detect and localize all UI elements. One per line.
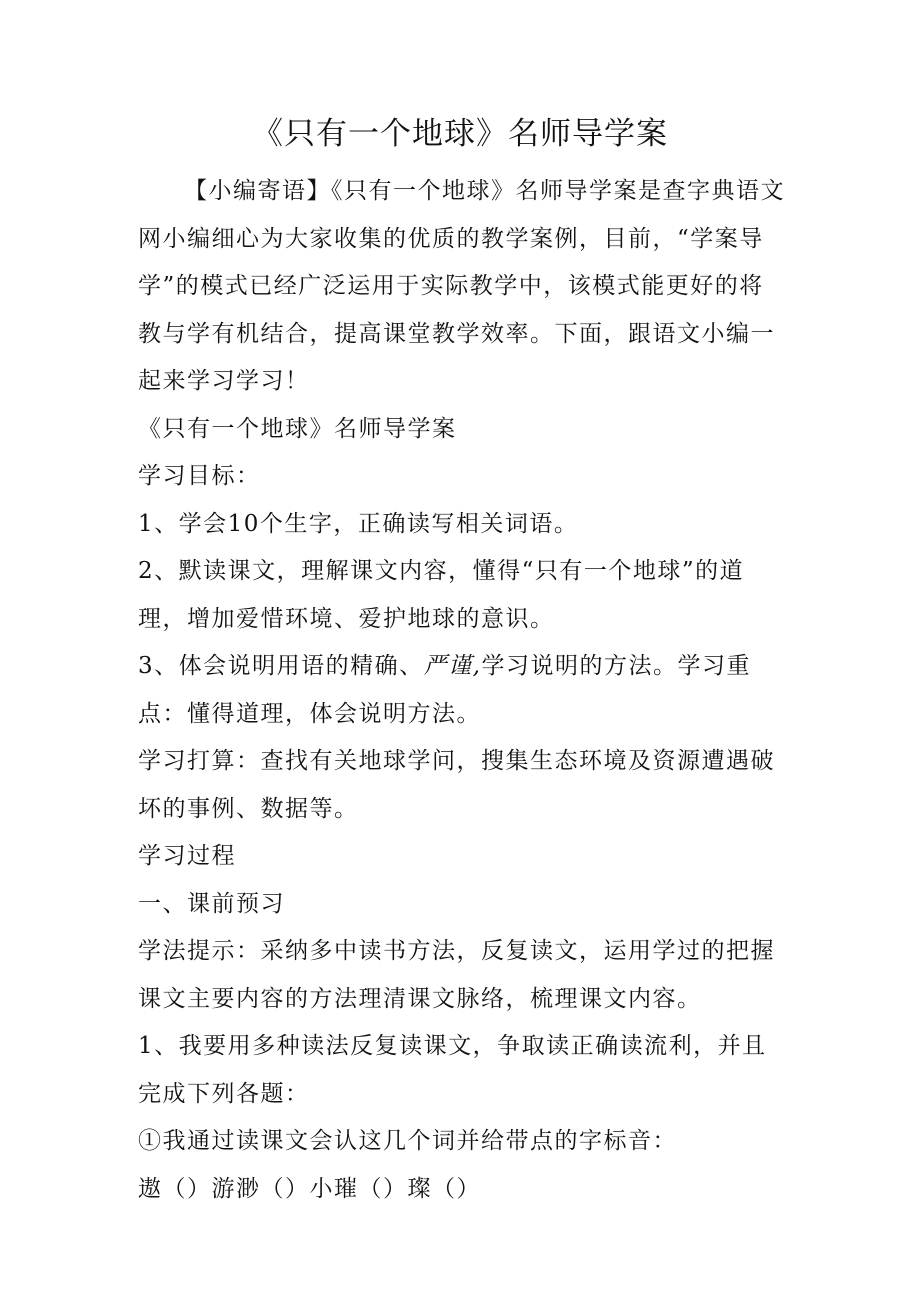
section-heading-1: 一、课前预习 (138, 890, 285, 917)
process-heading: 学习过程 (138, 843, 236, 869)
method-hint: 学法提示：采纳多中读书方法，反复读文，运用学过的把握课文主要内容的方法理清课文脉络，梳理课文内容。 (138, 938, 775, 1012)
goal-3-text-after: 学习说明的方法。学习重点：懂得道理，体会说明方法。 (138, 653, 751, 727)
words-line: 遨（）游渺（）小璀（）璨（） (138, 1175, 481, 1202)
task-1-1: ①我通过读课文会认这几个词并给带点的字标音： (138, 1128, 677, 1154)
goal-item-1: 1、学会10个生字，正确读写相关词语。 (138, 510, 579, 537)
document-body (138, 168, 788, 1213)
subtitle: 《只有一个地球》名师导学案 (138, 415, 457, 442)
goals-heading: 学习目标： (138, 463, 261, 489)
task-1: 1、我要用多种读法反复读课文，争取读正确读流利，并且完成下列各题： (138, 1033, 767, 1107)
intro-paragraph: 【小编寄语】《只有一个地球》名师导学案是查字典语文网小编细心为大家收集的优质的教学案例，目前，“学案导学”的模式已经广泛运用于实际教学中，该模式能更好的将教与学有机结合，提高课堂教学效率。下面，跟语文小编一起来学习学习！ (138, 178, 785, 394)
document-title: 《只有一个地球》名师导学案 (252, 116, 668, 152)
goal-item-2: 2、默读课文，理解课文内容，懂得“只有一个地球”的道理，增加爱惜环境、爱护地球的意识。 (138, 558, 745, 632)
goal-item-3 (138, 643, 788, 738)
goal-3-italic-text: 严谨, (423, 653, 482, 679)
goal-3-text-before: 3、体会说明用语的精确、 (138, 653, 424, 679)
study-plan: 学习打算：查找有关地球学问，搜集生态环境及资源遭遇破坏的事例、数据等。 (138, 748, 775, 822)
